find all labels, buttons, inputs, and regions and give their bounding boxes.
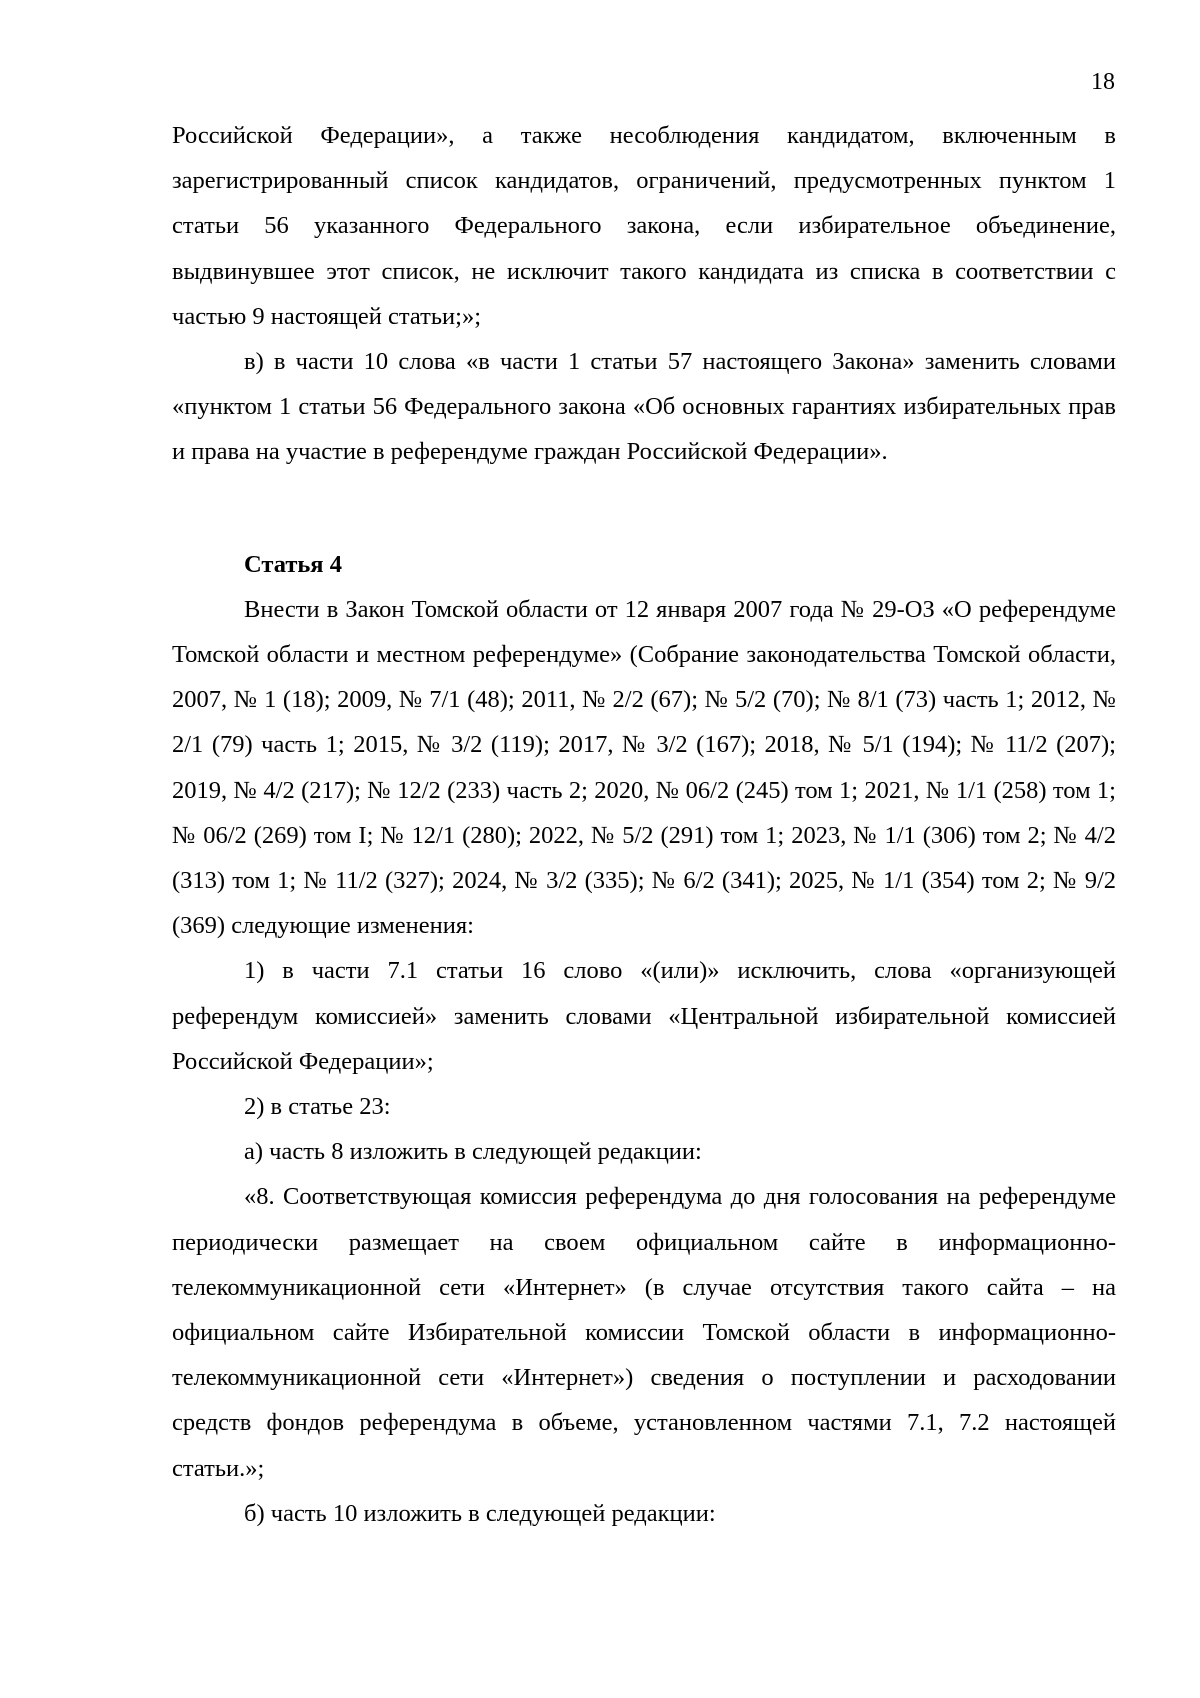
page-number: 18 (1091, 69, 1115, 95)
quoted-part-8: «8. Соответствующая комиссия референдума до дня голосования на референдуме периодически размещает на своем официальном сайте в информационно-телекоммуникационной сети «Интернет» (в случае отсутствия такого сайта – на официальном сайте Избирательной комиссии Томской области в информационно-телекоммуникационной сети «Интернет») сведения о поступлении и расходовании средств фондов референдума в объеме, установленном частями 7.1, 7.2 настоящей статьи.»; (172, 1183, 1116, 1482)
paragraph-v: в) в части 10 слова «в части 1 статьи 57 настоящего Закона» заменить словами «пунктом 1 статьи 56 Федерального закона «Об основных гарантиях избирательных прав и права на участие в референдуме граждан Российской Федерации». (172, 348, 1116, 466)
article-heading: Статья 4 (244, 550, 342, 578)
list-item-1: 1) в части 7.1 статьи 16 слово «(или)» исключить, слова «организующей референдум комиссией» заменить словами «Центральной избирательной комиссией Российской Федерации»; (172, 957, 1116, 1075)
article-intro-paragraph: Внести в Закон Томской области от 12 января 2007 года № 29-ОЗ «О референдуме Томской области и местном референдуме» (Собрание законодательства Томской области, 2007, № 1 (18); 2009, № 7/1 (48); 2011, № 2/2 (67); № 5/2 (70); № 8/1 (73) часть 1; 2012, № 2/1 (79) часть 1; 2015, № 3/2 (119); 2017, № 3/2 (167); 2018, № 5/1 (194); № 11/2 (207); 2019, № 4/2 (217); № 12/2 (233) часть 2; 2020, № 06/2 (245) том 1; 2021, № 1/1 (258) том 1; № 06/2 (269) том I; № 12/1 (280); 2022, № 5/2 (291) том 1; 2023, № 1/1 (306) том 2; № 4/2 (313) том 1; № 11/2 (327); 2024, № 3/2 (335); № 6/2 (341); 2025, № 1/1 (354) том 2; № 9/2 (369) следующие изменения: (172, 595, 1116, 940)
list-item-2a: а) часть 8 изложить в следующей редакции: (244, 1138, 702, 1166)
document-body (172, 113, 1116, 1536)
section-spacer (172, 475, 1116, 542)
list-item-2b: б) часть 10 изложить в следующей редакции: (244, 1499, 716, 1527)
list-item-2: 2) в статье 23: (244, 1093, 391, 1121)
intro-paragraph: Российской Федерации», а также несоблюдения кандидатом, включенным в зарегистрированный список кандидатов, ограничений, предусмотренных пунктом 1 статьи 56 указанного Федерального закона, если избирательное объединение, выдвинувшее этот список, не исключит такого кандидата из списка в соответствии с частью 9 настоящей статьи;»; (172, 122, 1116, 330)
